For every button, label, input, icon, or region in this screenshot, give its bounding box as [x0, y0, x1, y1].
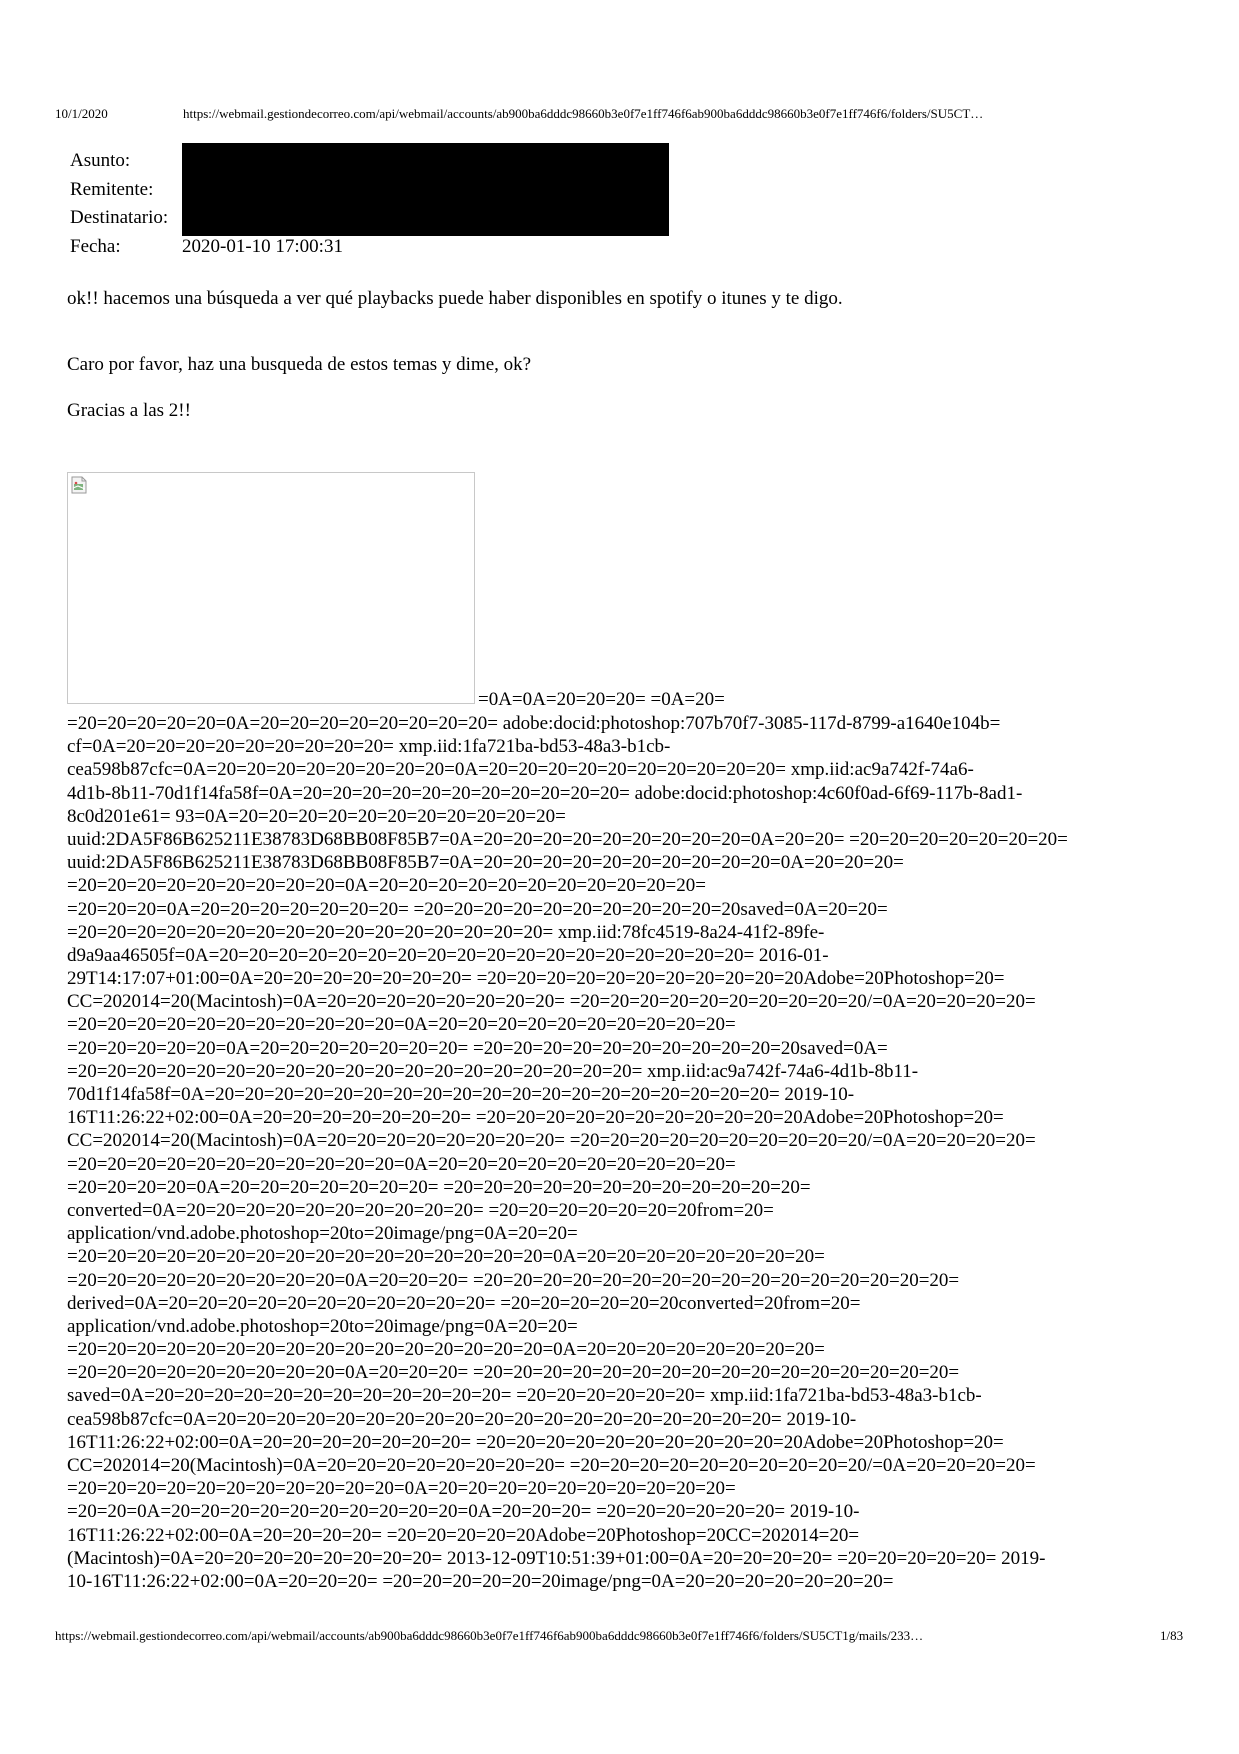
message-line: ok!! hacemos una búsqueda a ver qué playbacks puede haber disponibles en spotify o itunes y te digo. [67, 288, 843, 309]
raw-text-line: 16T11:26:22+02:00=0A=20=20=20=20= =20=20=20=20=20Adobe=20Photoshop=20CC=202014=20= [67, 1524, 860, 1546]
raw-text-line: 4d1b-8b11-70d1f14fa58f=0A=20=20=20=20=20=20=20=20=20=20=20= adobe:docid:photoshop:4c60f0ad-6f69-117b-8ad1- [67, 782, 1023, 804]
raw-text-line: =20=20=20=20=20=20=20=20=20=20=20=20=20=20=20=20=0A=20=20=20=20=20=20=20=20= [67, 1339, 825, 1361]
raw-text-line: =20=20=20=20=20=20=20=20=20=20=20=20=20=20=20=20=0A=20=20=20=20=20=20=20=20= [67, 1246, 825, 1268]
raw-text-line: saved=0A=20=20=20=20=20=20=20=20=20=20=20=20= =20=20=20=20=20=20= xmp.iid:1fa721ba-bd53-48a3-b1cb- [67, 1385, 982, 1407]
redaction-bar [182, 143, 669, 175]
raw-text-line: CC=202014=20(Macintosh)=0A=20=20=20=20=20=20=20=20= =20=20=20=20=20=20=20=20=20=20/=0A=20=20=20=20= [67, 1455, 1036, 1476]
raw-text-line: =20=20=20=20=20=20=20=20=20=0A=20=20=20= =20=20=20=20=20=20=20=20=20=20=20=20=20=20=20=20= [67, 1362, 960, 1384]
raw-text-line: =20=20=20=20=20=20=20=20=20=20=20=20=20=20=20=20=20=20=20= xmp.iid:ac9a742f-74a6-4d1b-8b11- [67, 1060, 919, 1082]
page-number: 1/83 [1160, 1628, 1184, 1643]
raw-text-line: d9a9aa46505f=0A=20=20=20=20=20=20=20=20=20=20=20=20=20=20=20=20=20=20= 2016-01- [67, 944, 829, 966]
date-value: 2020-01-10 17:00:31 [182, 235, 343, 257]
raw-text-line: 16T11:26:22+02:00=0A=20=20=20=20=20=20=20= =20=20=20=20=20=20=20=20=20=20=20Adobe=20Photoshop=20= [67, 1431, 1004, 1453]
raw-text-line: =20=20=20=20=20=20=20=20=20=20=20=20=20=20=20=20= xmp.iid:78fc4519-8a24-41f2-89fe- [67, 921, 825, 943]
broken-image-icon [71, 476, 87, 494]
raw-text-line: =20=20=20=20=20=0A=20=20=20=20=20=20=20=20= adobe:docid:photoshop:707b70f7-3085-117d-8799-a1640e104b= [67, 713, 1001, 734]
raw-text-line: =0A=0A=20=20=20= =0A=20= [478, 689, 725, 710]
raw-text-line: 10-16T11:26:22+02:00=0A=20=20=20= =20=20=20=20=20=20image/png=0A=20=20=20=20=20=20=20= [67, 1570, 894, 1592]
raw-text-line: =20=20=20=20=0A=20=20=20=20=20=20=20= =20=20=20=20=20=20=20=20=20=20=20=20= [67, 1176, 811, 1198]
raw-text-line: uuid:2DA5F86B625211E38783D68BB08F85B7=0A=20=20=20=20=20=20=20=20=20=0A=20=20= =20=20=20=20=20=20=20= [67, 828, 1068, 850]
raw-text-line: application/vnd.adobe.photoshop=20to=20image/png=0A=20=20= [67, 1315, 578, 1337]
print-header-url: https://webmail.gestiondecorreo.com/api/webmail/accounts/ab900ba6dddc98660b3e0f7e1ff746f6ab900ba6dddc98660b3e0f7e1ff746f6/folders/SU5CT… [183, 106, 984, 121]
raw-text-line: 29T14:17:07+01:00=0A=20=20=20=20=20=20=20= =20=20=20=20=20=20=20=20=20=20=20Adobe=20Photoshop=20= [67, 968, 1005, 990]
print-footer-url: https://webmail.gestiondecorreo.com/api/webmail/accounts/ab900ba6dddc98660b3e0f7e1ff746f6ab900ba6dddc98660b3e0f7e1ff746f6/folders/SU5CT1g/mails/233… [55, 1628, 924, 1643]
raw-encoded-content [67, 712, 1068, 1593]
raw-text-line: =20=20=20=20=20=20=20=20=20=20=20=0A=20=20=20=20=20=20=20=20=20=20= [67, 1153, 736, 1175]
raw-text-line: 70d1f14fa58f=0A=20=20=20=20=20=20=20=20=20=20=20=20=20=20=20=20=20=20=20= 2019-10- [67, 1084, 855, 1105]
raw-text-line: =20=20=20=20=20=20=20=20=20=0A=20=20=20=20=20=20=20=20=20=20=20= [67, 875, 706, 897]
raw-text-line: CC=202014=20(Macintosh)=0A=20=20=20=20=20=20=20=20= =20=20=20=20=20=20=20=20=20=20/=0A=20=20=20=20= [67, 1130, 1036, 1152]
raw-text-line: =20=20=20=20=20=20=20=20=20=0A=20=20=20= =20=20=20=20=20=20=20=20=20=20=20=20=20=20=20=20= [67, 1269, 960, 1291]
message-line: Caro por favor, haz una busqueda de estos temas y dime, ok? [67, 354, 532, 375]
recipient-label: Destinatario: [70, 207, 169, 228]
print-header-date: 10/1/2020 [55, 106, 108, 121]
redaction-bar [182, 172, 669, 204]
raw-text-line: application/vnd.adobe.photoshop=20to=20image/png=0A=20=20= [67, 1223, 578, 1245]
raw-text-line: (Macintosh)=0A=20=20=20=20=20=20=20=20= 2013-12-09T10:51:39+01:00=0A=20=20=20=20= =20=20=20=20=20= 2019- [67, 1547, 1046, 1569]
raw-text-line: uuid:2DA5F86B625211E38783D68BB08F85B7=0A=20=20=20=20=20=20=20=20=20=20=0A=20=20=20= [67, 852, 904, 874]
raw-text-line: 8c0d201e61= 93=0A=20=20=20=20=20=20=20=20=20=20=20= [67, 805, 566, 827]
raw-text-line: =20=20=20=20=20=20=20=20=20=20=20=0A=20=20=20=20=20=20=20=20=20=20= [67, 1478, 736, 1500]
raw-text-line: =20=20=20=0A=20=20=20=20=20=20=20= =20=20=20=20=20=20=20=20=20=20=20saved=0A=20=20= [67, 898, 888, 920]
raw-text-line: cea598b87cfc=0A=20=20=20=20=20=20=20=20=0A=20=20=20=20=20=20=20=20=20=20= xmp.iid:ac9a742f-74a6- [67, 759, 974, 781]
raw-text-line: cf=0A=20=20=20=20=20=20=20=20=20= xmp.iid:1fa721ba-bd53-48a3-b1cb- [67, 736, 671, 758]
subject-label: Asunto: [70, 150, 131, 171]
broken-image [67, 472, 475, 704]
raw-text-line: =20=20=0A=20=20=20=20=20=20=20=20=20=20=0A=20=20=20= =20=20=20=20=20=20= 2019-10- [67, 1501, 860, 1523]
sender-label: Remitente: [70, 178, 154, 200]
raw-text-line: =20=20=20=20=20=20=20=20=20=20=20=0A=20=20=20=20=20=20=20=20=20=20= [67, 1014, 736, 1036]
message-line: Gracias a las 2!! [67, 400, 191, 421]
raw-text-line: converted=0A=20=20=20=20=20=20=20=20=20=20= =20=20=20=20=20=20=20from=20= [67, 1199, 774, 1221]
raw-text-line: =20=20=20=20=20=0A=20=20=20=20=20=20=20= =20=20=20=20=20=20=20=20=20=20=20saved=0A= [67, 1037, 888, 1059]
raw-text-line: 16T11:26:22+02:00=0A=20=20=20=20=20=20=20= =20=20=20=20=20=20=20=20=20=20=20Adobe=20Photoshop=20= [67, 1107, 1004, 1129]
raw-text-line: cea598b87cfc=0A=20=20=20=20=20=20=20=20=20=20=20=20=20=20=20=20=20=20=20= 2019-10- [67, 1408, 857, 1430]
date-label: Fecha: [70, 235, 121, 257]
raw-text-line: derived=0A=20=20=20=20=20=20=20=20=20=20=20= =20=20=20=20=20=20converted=20from=20= [67, 1292, 861, 1314]
raw-text-line: CC=202014=20(Macintosh)=0A=20=20=20=20=20=20=20=20= =20=20=20=20=20=20=20=20=20=20/=0A=20=20=20=20= [67, 991, 1036, 1013]
redaction-bar [182, 200, 669, 236]
